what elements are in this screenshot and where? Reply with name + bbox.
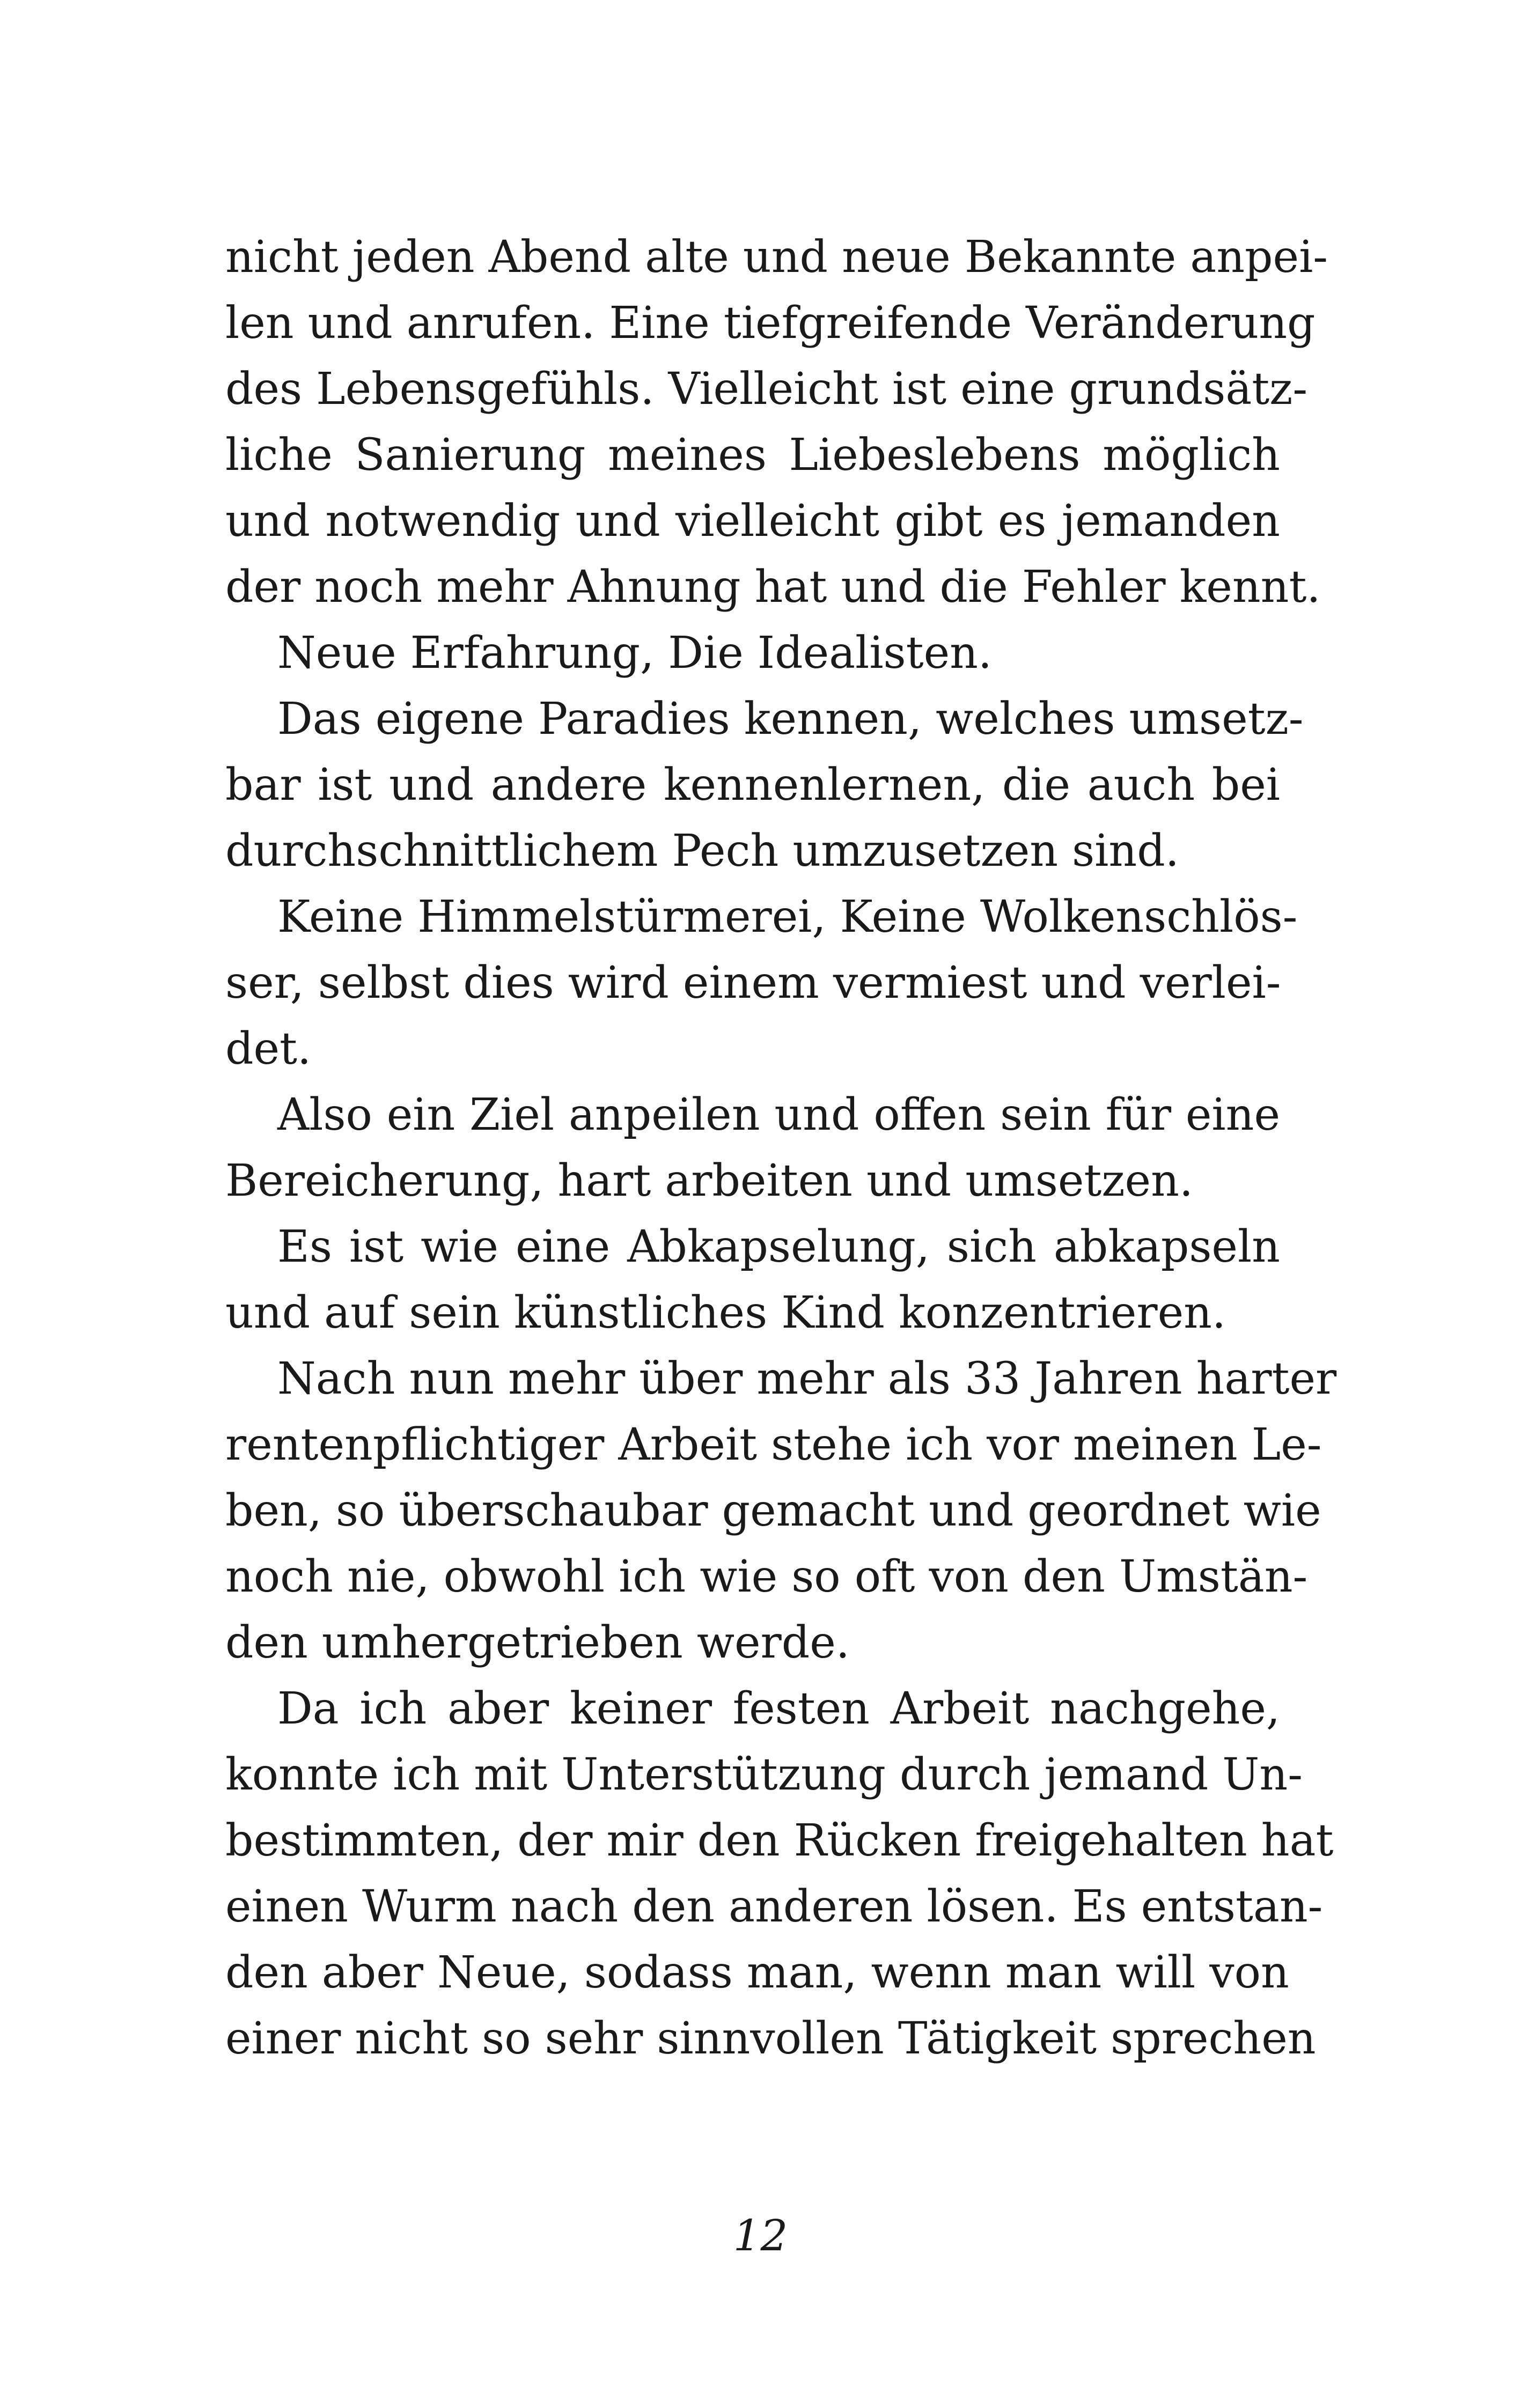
text-line: durchschnittlichem Pech umzusetzen sind. — [225, 826, 1179, 877]
text-line: den umhergetrieben werde. — [225, 1617, 850, 1668]
text-line: noch nie, obwohl ich wie so oft von den Umstän- — [225, 1551, 1308, 1602]
text-line: und notwendig und vielleicht gibt es jemanden — [225, 496, 1280, 547]
text-line: des Lebensgefühls. Vielleicht ist eine grundsätz- — [225, 364, 1308, 415]
text-line: Da ich aber keiner festen Arbeit nachgehe, — [277, 1683, 1280, 1734]
text-line: nicht jeden Abend alte und neue Bekannte anpei- — [225, 232, 1328, 283]
text-line: det. — [225, 1023, 312, 1074]
paragraph — [225, 884, 1298, 1082]
text-line: konnte ich mit Unterstützung durch jemand Un- — [225, 1749, 1303, 1800]
text-line: einer nicht so sehr sinnvollen Tätigkeit sprechen — [225, 2013, 1316, 2064]
text-line: den aber Neue, sodass man, wenn man will von — [225, 1947, 1289, 1998]
text-line: ser, selbst dies wird einem vermiest und verlei- — [225, 958, 1281, 1008]
text-line: bestimmten, der mir den Rücken freigehalten hat — [225, 1815, 1334, 1866]
paragraph — [225, 686, 1304, 884]
text-line: der noch mehr Ahnung hat und die Fehler kennt. — [225, 562, 1321, 613]
text-line: liche Sanierung meines Liebeslebens möglich — [225, 430, 1280, 481]
text-line: und auf sein künstliches Kind konzentrieren. — [225, 1287, 1226, 1338]
text-line: einen Wurm nach den anderen lösen. Es entstan- — [225, 1881, 1323, 1932]
text-line: len und anrufen. Eine tiefgreifende Veränderung — [225, 298, 1316, 349]
text-line: Es ist wie eine Abkapselung, sich abkapseln — [277, 1221, 1280, 1272]
text-line: Nach nun mehr über mehr als 33 Jahren harter — [277, 1353, 1337, 1404]
text-line: Bereicherung, hart arbeiten und umsetzen. — [225, 1155, 1193, 1206]
text-line: Das eigene Paradies kennen, welches umsetz- — [277, 694, 1304, 745]
paragraph — [225, 1082, 1280, 1214]
text-line: bar ist und andere kennenlernen, die auch bei — [225, 760, 1280, 811]
paragraph — [225, 1214, 1280, 1346]
paragraph — [225, 224, 1328, 620]
text-line: Neue Erfahrung, Die Idealisten. — [277, 628, 992, 679]
paragraph — [225, 1346, 1337, 1676]
paragraph — [225, 620, 1280, 686]
paragraph — [225, 1676, 1334, 2072]
text-line: Also ein Ziel anpeilen und offen sein für eine — [277, 1089, 1280, 1140]
text-line: rentenpflichtiger Arbeit stehe ich vor meinen Le- — [225, 1419, 1322, 1470]
body-text — [225, 224, 1337, 2072]
text-line: ben, so überschaubar gemacht und geordnet wie — [225, 1485, 1321, 1536]
page-number: 12 — [733, 2211, 788, 2260]
text-line: Keine Himmelstürmerei, Keine Wolkenschlös- — [277, 892, 1298, 942]
